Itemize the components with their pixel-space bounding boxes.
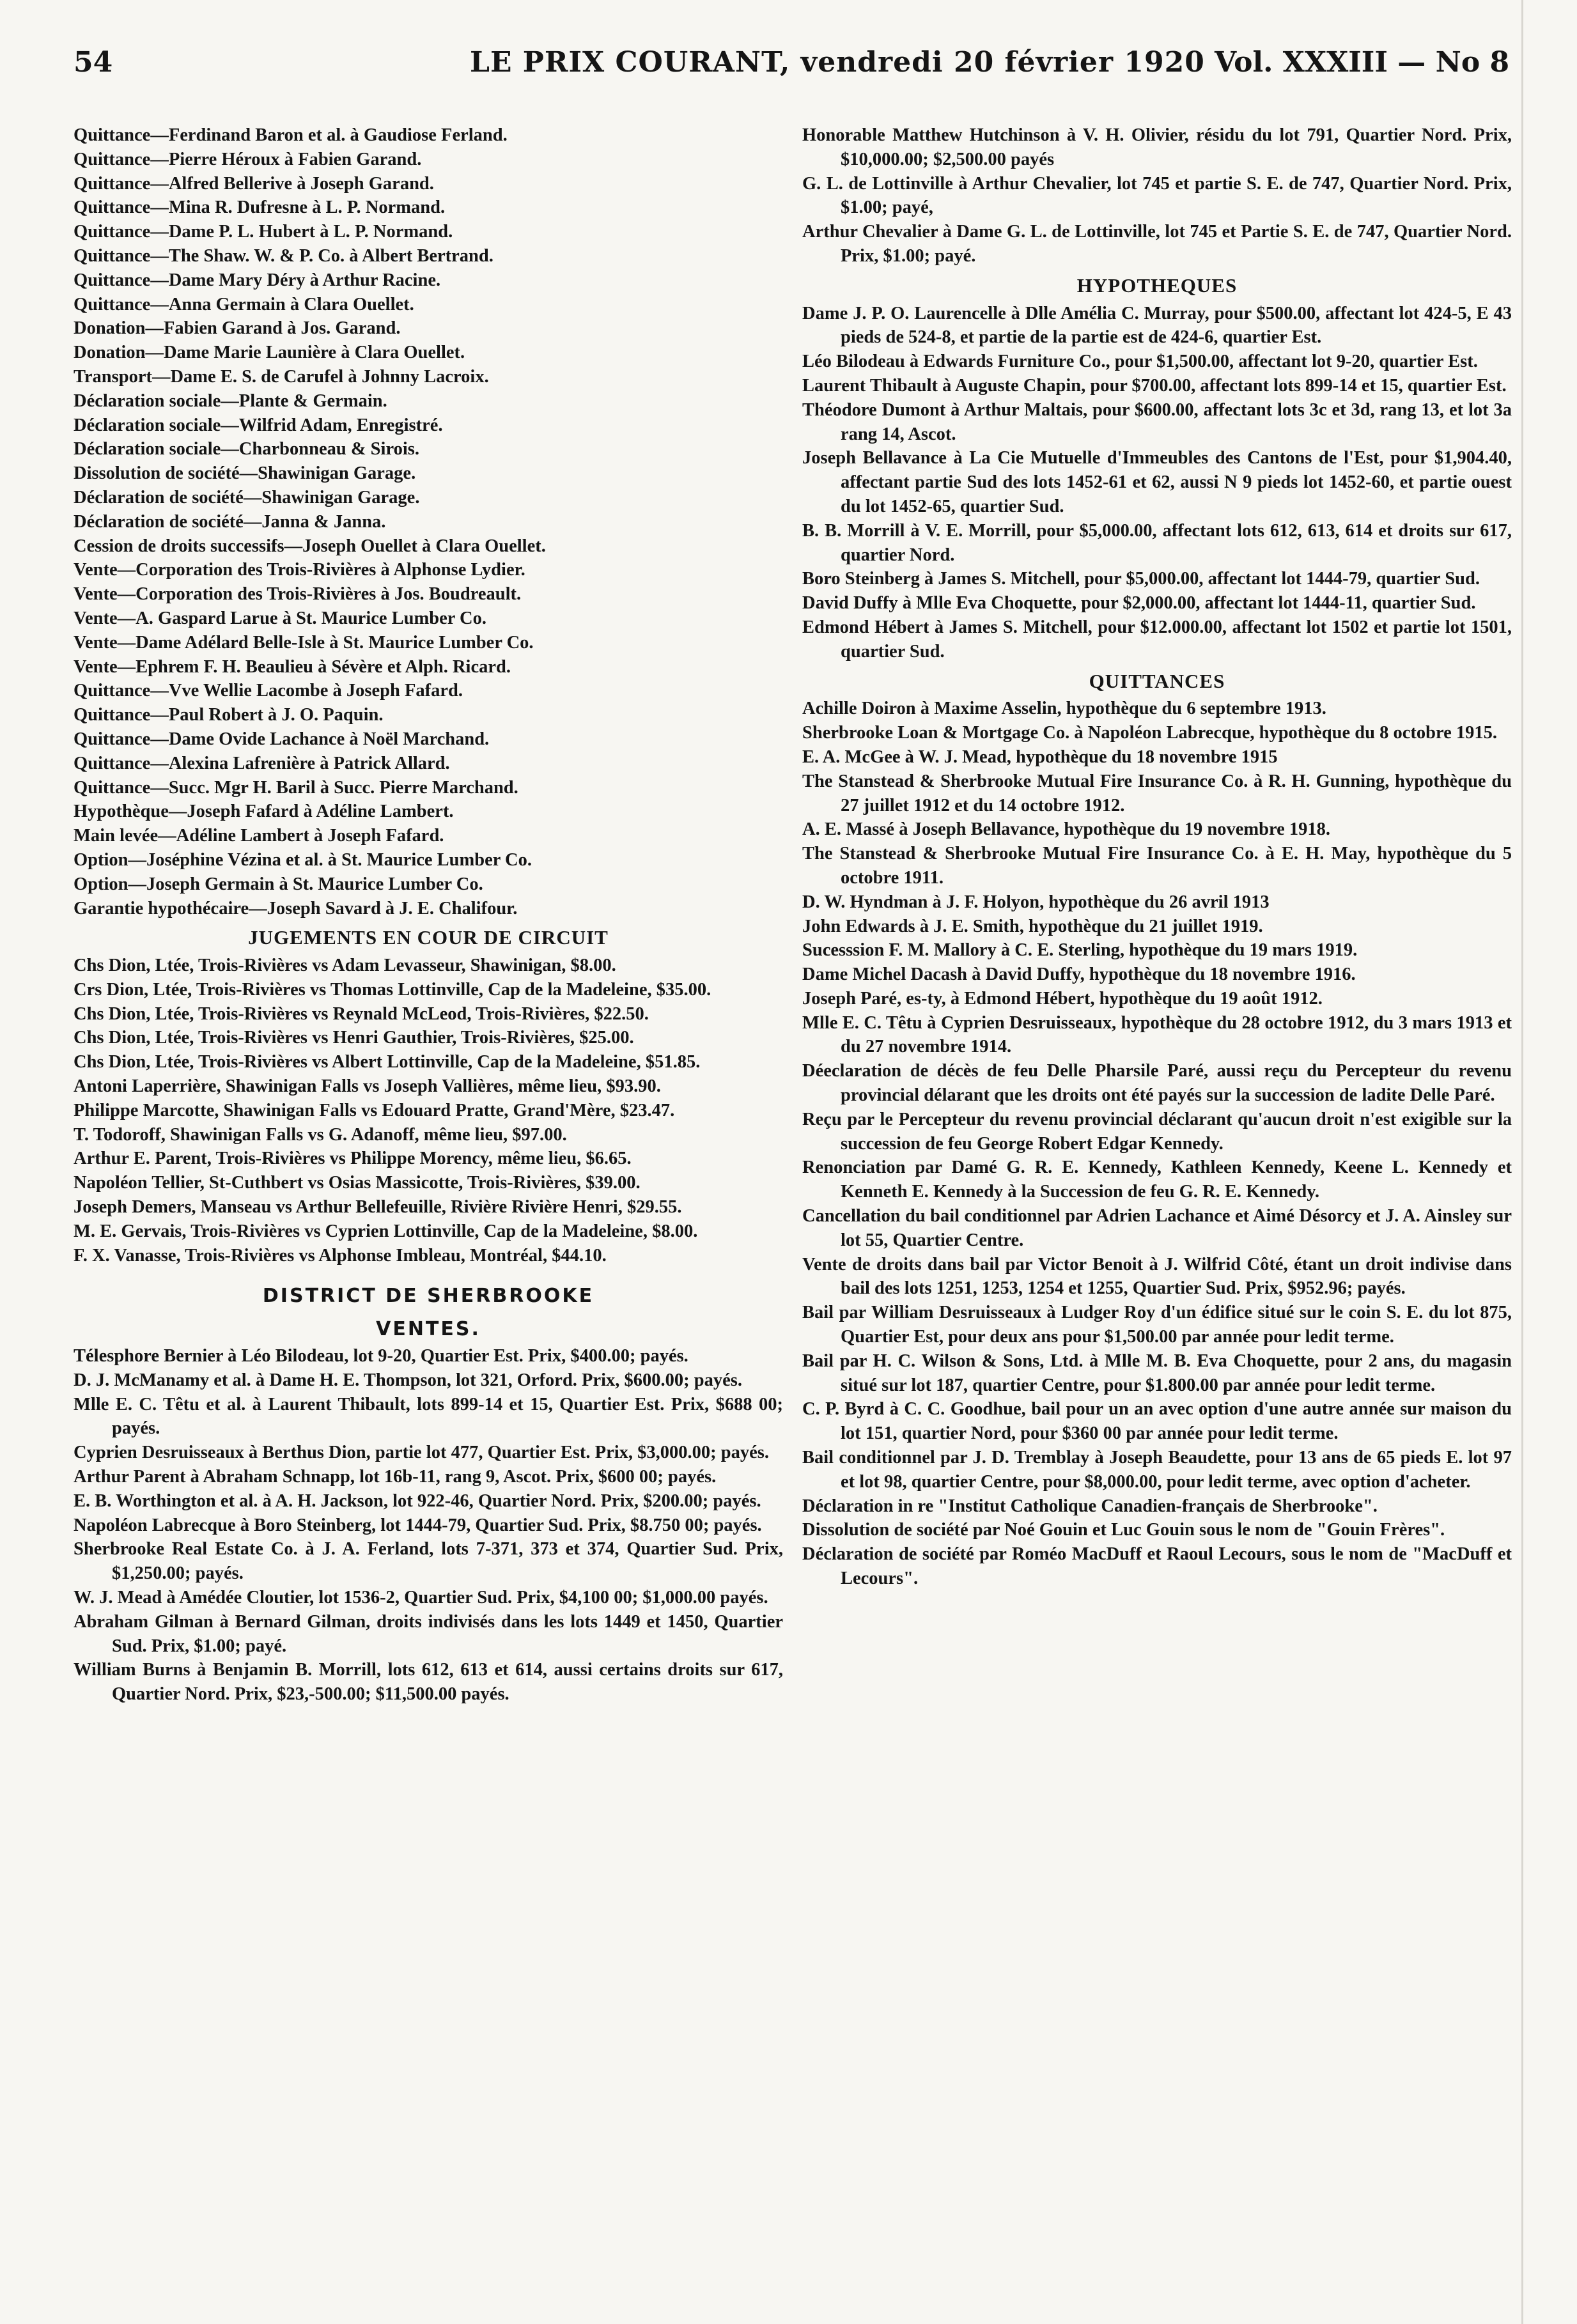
sale-entry: G. L. de Lottinville à Arthur Chevalier, lot 745 et partie S. E. de 747, Quartier Nord. Prix, $1.00; payé, <box>802 173 1512 218</box>
registry-line: Main levée—Adéline Lambert à Joseph Fafard. <box>74 826 444 846</box>
registry-list <box>74 123 783 920</box>
ventes-heading: VENTES. <box>376 1318 481 1341</box>
quittance-entry: Déeclaration de décès de feu Delle Pharsile Paré, aussi reçu du Percepteur du revenu provincial délarant que les droits ont été payés sur la succession de ladite Delle Paré. <box>802 1061 1512 1106</box>
registry-line: Quittance—Alfred Bellerive à Joseph Garand. <box>74 173 434 194</box>
vente-entry: Mlle E. C. Têtu et al. à Laurent Thibault, lots 899-14 et 15, Quartier Est. Prix, $688 00; payés. <box>74 1394 783 1439</box>
quittance-entry: Renonciation par Damé G. R. E. Kennedy, Kathleen Kennedy, Keene L. Kennedy et Kenneth E. Kennedy à la Succession de feu G. R. E. Kennedy. <box>802 1158 1512 1202</box>
quittances-list <box>802 697 1512 1590</box>
running-title: LE PRIX COURANT, vendredi 20 février 1920 <box>470 46 1205 79</box>
registry-line: Quittance—Vve Wellie Lacombe à Joseph Fafard. <box>74 681 463 701</box>
judgment-entry: Chs Dion, Ltée, Trois-Rivières vs Adam Levasseur, Shawinigan, $8.00. <box>74 956 616 976</box>
judgment-entry: Chs Dion, Ltée, Trois-Rivières vs Henri Gauthier, Trois-Rivières, $25.00. <box>74 1028 634 1048</box>
judgment-entry: Chs Dion, Ltée, Trois-Rivières vs Albert Lottinville, Cap de la Madeleine, $51.85. <box>74 1052 701 1073</box>
hypotheque-entry: Théodore Dumont à Arthur Maltais, pour $600.00, affectant lots 3c et 3d, rang 13, et lot 3a rang 14, Ascot. <box>802 399 1512 444</box>
judgment-entry: Chs Dion, Ltée, Trois-Rivières vs Reynald McLeod, Trois-Rivières, $22.50. <box>74 1003 649 1024</box>
registry-line: Quittance—Anna Germain à Clara Ouellet. <box>74 294 414 314</box>
hypotheque-entry: Joseph Bellavance à La Cie Mutuelle d'Immeubles des Cantons de l'Est, pour $1,904.40, affectant partie Sud des lots 1452-61 et 62, aussi N 9 pieds lot 1452-60, et partie ouest du lot 1452-65, quartier Sud. <box>802 448 1512 516</box>
registry-line: Vente—A. Gaspard Larue à St. Maurice Lumber Co. <box>74 608 486 628</box>
registry-line: Donation—Fabien Garand à Jos. Garand. <box>74 318 401 339</box>
hypotheque-entry: Edmond Hébert à James S. Mitchell, pour $12.000.00, affectant lot 1502 et partie lot 1501, quartier Sud. <box>802 617 1512 662</box>
quittance-entry: D. W. Hyndman à J. F. Holyon, hypothèque du 26 avril 1913 <box>802 892 1270 912</box>
registry-line: Déclaration sociale—Plante & Germain. <box>74 391 387 411</box>
registry-line: Quittance—Mina R. Dufresne à L. P. Normand. <box>74 198 446 218</box>
hypotheque-entry: David Duffy à Mlle Eva Choquette, pour $2,000.00, affectant lot 1444-11, quartier Sud. <box>802 593 1476 614</box>
judgment-entry: Napoléon Tellier, St-Cuthbert vs Osias Massicotte, Trois-Rivières, $39.00. <box>74 1173 641 1193</box>
judgment-entry: M. E. Gervais, Trois-Rivières vs Cyprien Lottinville, Cap de la Madeleine, $8.00. <box>74 1221 698 1241</box>
quittance-entry: Mlle E. C. Têtu à Cyprien Desruisseaux, hypothèque du 28 octobre 1912, du 3 mars 1913 et du 27 novembre 1914. <box>802 1012 1512 1057</box>
quittance-entry: Bail par William Desruisseaux à Ludger Roy d'un édifice situé sur le coin S. E. du lot 875, Quartier Est, pour deux ans pour $1,500.00 par année pour ledit terme. <box>802 1303 1512 1347</box>
vente-entry: William Burns à Benjamin B. Morrill, lots 612, 613 et 614, aussi certains droits sur 617, Quartier Nord. Prix, $23,-500.00; $11,500.00 payés. <box>74 1660 783 1705</box>
top-entries-list <box>802 123 1512 268</box>
quittance-entry: E. A. McGee à W. J. Mead, hypothèque du 18 novembre 1915 <box>802 747 1278 767</box>
registry-line: Vente—Corporation des Trois-Rivières à Alphonse Lydier. <box>74 560 525 580</box>
hypotheques-heading: HYPOTHEQUES <box>1076 274 1238 297</box>
vente-entry: E. B. Worthington et al. à A. H. Jackson, lot 922-46, Quartier Nord. Prix, $200.00; payés. <box>74 1491 761 1511</box>
registry-line: Déclaration sociale—Charbonneau & Sirois. <box>74 439 419 460</box>
quittance-entry: Déclaration in re "Institut Catholique Canadien-français de Sherbrooke". <box>802 1496 1378 1516</box>
registry-line: Option—Joséphine Vézina et al. à St. Maurice Lumber Co. <box>74 849 532 870</box>
registry-line: Quittance—Dame P. L. Hubert à L. P. Normand. <box>74 222 453 242</box>
registry-line: Quittance—Ferdinand Baron et al. à Gaudiose Ferland. <box>74 125 508 145</box>
registry-line: Garantie hypothécaire—Joseph Savard à J. E. Chalifour. <box>74 898 518 918</box>
registry-line: Quittance—The Shaw. W. & P. Co. à Albert Bertrand. <box>74 245 493 266</box>
quittance-entry: Vente de droits dans bail par Victor Benoit à J. Wilfrid Côté, étant un droit indivise dans bail des lots 1251, 1253, 1254 et 1255, Quartier Sud. Prix, $952.96; payés. <box>802 1254 1512 1299</box>
sale-entry: Arthur Chevalier à Dame G. L. de Lottinville, lot 745 et Partie S. E. de 747, Quartier Nord. Prix, $1.00; payé. <box>802 222 1512 266</box>
quittance-entry: Reçu par le Percepteur du revenu provincial déclarant qu'aucun droit n'est exigible sur la succession de feu George Robert Edgar Kennedy. <box>802 1109 1512 1154</box>
registry-line: Hypothèque—Joseph Fafard à Adéline Lambert. <box>74 802 454 822</box>
quittance-entry: John Edwards à J. E. Smith, hypothèque du 21 juillet 1919. <box>802 916 1263 936</box>
quittance-entry: Achille Doiron à Maxime Asselin, hypothèque du 6 septembre 1913. <box>802 699 1326 719</box>
judgment-entry: Crs Dion, Ltée, Trois-Rivières vs Thomas Lottinville, Cap de la Madeleine, $35.00. <box>74 979 711 1000</box>
registry-line: Vente—Ephrem F. H. Beaulieu à Sévère et Alph. Ricard. <box>74 656 511 677</box>
hypotheque-entry: Laurent Thibault à Auguste Chapin, pour $700.00, affectant lots 899-14 et 15, quartier Est. <box>802 375 1507 396</box>
quittance-entry: Sucesssion F. M. Mallory à C. E. Sterling, hypothèque du 19 mars 1919. <box>802 940 1358 961</box>
registry-line: Déclaration de société—Shawinigan Garage. <box>74 487 420 507</box>
quittance-entry: Bail par H. C. Wilson & Sons, Ltd. à Mlle M. B. Eva Choquette, pour 2 ans, du magasin situé sur lot 187, quartier Centre, pour $1.800.00 par année pour ledit terme. <box>802 1351 1512 1395</box>
vente-entry: Sherbrooke Real Estate Co. à J. A. Ferland, lots 7-371, 373 et 374, Quartier Sud. Prix, $1,250.00; payés. <box>74 1539 783 1584</box>
page-number: 54 <box>74 46 113 79</box>
vente-entry: Arthur Parent à Abraham Schnapp, lot 16b-11, rang 9, Ascot. Prix, $600 00; payés. <box>74 1467 717 1487</box>
quittance-entry: A. E. Massé à Joseph Bellavance, hypothèque du 19 novembre 1918. <box>802 819 1331 840</box>
quittance-entry: Joseph Paré, es-ty, à Edmond Hébert, hypothèque du 19 août 1912. <box>802 988 1323 1009</box>
registry-line: Déclaration sociale—Wilfrid Adam, Enregistré. <box>74 415 443 435</box>
quittance-entry: The Stanstead & Sherbrooke Mutual Fire Insurance Co. à E. H. May, hypothèque du 5 octobre 1911. <box>802 844 1512 888</box>
hypotheque-entry: B. B. Morrill à V. E. Morrill, pour $5,000.00, affectant lots 612, 613, 614 et droits sur 617, quartier Nord. <box>802 520 1512 565</box>
registry-line: Vente—Dame Adélard Belle-Isle à St. Maurice Lumber Co. <box>74 632 534 653</box>
vente-entry: Abraham Gilman à Bernard Gilman, droits indivisés dans les lots 1449 et 1450, Quartier Sud. Prix, $1.00; payé. <box>74 1611 783 1656</box>
page-edge-shadow <box>1521 0 1523 2324</box>
quittances-heading: QUITTANCES <box>1089 669 1225 692</box>
judgment-entry: Antoni Laperrière, Shawinigan Falls vs Joseph Vallières, même lieu, $93.90. <box>74 1076 661 1097</box>
vente-entry: W. J. Mead à Amédée Cloutier, lot 1536-2, Quartier Sud. Prix, $4,100 00; $1,000.00 payés. <box>74 1588 768 1608</box>
district-heading: DISTRICT DE SHERBROOKE <box>262 1285 594 1308</box>
hypotheque-entry: Dame J. P. O. Laurencelle à Dlle Amélia C. Murray, pour $500.00, affectant lot 424-5, E 43 pieds de 524-8, et partie de la partie est de 424-6, quartier Est. <box>802 303 1512 348</box>
vente-entry: D. J. McManamy et al. à Dame H. E. Thompson, lot 321, Orford. Prix, $600.00; payés. <box>74 1370 742 1390</box>
vente-entry: Cyprien Desruisseaux à Berthus Dion, partie lot 477, Quartier Est. Prix, $3,000.00; payés. <box>74 1443 769 1463</box>
registry-line: Déclaration de société—Janna & Janna. <box>74 511 386 532</box>
judgment-entry: Arthur E. Parent, Trois-Rivières vs Philippe Morency, même lieu, $6.65. <box>74 1149 632 1169</box>
judgments-list <box>74 954 783 1267</box>
left-column <box>74 123 783 1707</box>
registry-line: Transport—Dame E. S. de Carufel à Johnny Lacroix. <box>74 366 489 387</box>
registry-line: Quittance—Dame Ovide Lachance à Noël Marchand. <box>74 729 490 749</box>
ventes-list <box>74 1344 783 1707</box>
quittance-entry: Bail conditionnel par J. D. Tremblay à Joseph Beaudette, pour 13 ans de 65 pieds E. lot 97 et lot 98, quartier Centre, pour $8,000.00, pour ledit terme, avec option d'acheter. <box>802 1448 1512 1492</box>
registry-line: Quittance—Paul Robert à J. O. Paquin. <box>74 705 384 725</box>
quittance-entry: C. P. Byrd à C. C. Goodhue, bail pour un an avec option d'une autre année sur maison du lot 151, quartier Nord, pour $360 00 par année pour ledit terme. <box>802 1399 1512 1444</box>
volume-info: Vol. XXXIII — No 8 <box>1215 46 1510 79</box>
vente-entry: Télesphore Bernier à Léo Bilodeau, lot 9-20, Quartier Est. Prix, $400.00; payés. <box>74 1346 688 1367</box>
sale-entry: Honorable Matthew Hutchinson à V. H. Olivier, résidu du lot 791, Quartier Nord. Prix, $10,000.00; $2,500.00 payés <box>802 125 1512 169</box>
judgment-entry: T. Todoroff, Shawinigan Falls vs G. Adanoff, même lieu, $97.00. <box>74 1124 567 1145</box>
hypotheque-entry: Léo Bilodeau à Edwards Furniture Co., pour $1,500.00, affectant lot 9-20, quartier Est. <box>802 352 1478 372</box>
registry-line: Quittance—Dame Mary Déry à Arthur Racine. <box>74 270 441 290</box>
judgment-entry: Joseph Demers, Manseau vs Arthur Bellefeuille, Rivière Rivière Henri, $29.55. <box>74 1197 682 1218</box>
quittance-entry: Déclaration de société par Roméo MacDuff et Raoul Lecours, sous le nom de "MacDuff et Lecours". <box>802 1544 1512 1589</box>
registry-line: Donation—Dame Marie Launière à Clara Ouellet. <box>74 343 465 363</box>
quittance-entry: Dame Michel Dacash à David Duffy, hypothèque du 18 novembre 1916. <box>802 964 1356 985</box>
quittance-entry: Cancellation du bail conditionnel par Adrien Lachance et Aimé Désorcy et J. A. Ainsley sur lot 55, Quartier Centre. <box>802 1206 1512 1250</box>
right-column <box>802 123 1512 1591</box>
registry-line: Quittance—Pierre Héroux à Fabien Garand. <box>74 149 422 169</box>
registry-line: Cession de droits successifs—Joseph Ouellet à Clara Ouellet. <box>74 536 546 556</box>
judgment-entry: Philippe Marcotte, Shawinigan Falls vs Edouard Pratte, Grand'Mère, $23.47. <box>74 1100 675 1120</box>
registry-line: Vente—Corporation des Trois-Rivières à Jos. Boudreault. <box>74 584 522 605</box>
quittance-entry: Sherbrooke Loan & Mortgage Co. à Napoléon Labrecque, hypothèque du 8 octobre 1915. <box>802 723 1497 743</box>
judgment-entry: F. X. Vanasse, Trois-Rivières vs Alphonse Imbleau, Montréal, $44.10. <box>74 1245 607 1266</box>
registry-line: Dissolution de société—Shawinigan Garage. <box>74 463 416 484</box>
hypotheque-entry: Boro Steinberg à James S. Mitchell, pour $5,000.00, affectant lot 1444-79, quartier Sud. <box>802 569 1480 589</box>
hypotheques-list <box>802 302 1512 664</box>
vente-entry: Napoléon Labrecque à Boro Steinberg, lot 1444-79, Quartier Sud. Prix, $8.750 00; payés. <box>74 1515 762 1535</box>
registry-line: Quittance—Alexina Lafrenière à Patrick Allard. <box>74 753 450 773</box>
judgments-heading: JUGEMENTS EN COUR DE CIRCUIT <box>248 926 609 949</box>
quittance-entry: The Stanstead & Sherbrooke Mutual Fire Insurance Co. à R. H. Gunning, hypothèque du 27 juillet 1912 et du 14 octobre 1912. <box>802 771 1512 816</box>
registry-line: Option—Joseph Germain à St. Maurice Lumber Co. <box>74 874 483 894</box>
registry-line: Quittance—Succ. Mgr H. Baril à Succ. Pierre Marchand. <box>74 777 518 798</box>
quittance-entry: Dissolution de société par Noé Gouin et Luc Gouin sous le nom de "Gouin Frères". <box>802 1520 1445 1540</box>
